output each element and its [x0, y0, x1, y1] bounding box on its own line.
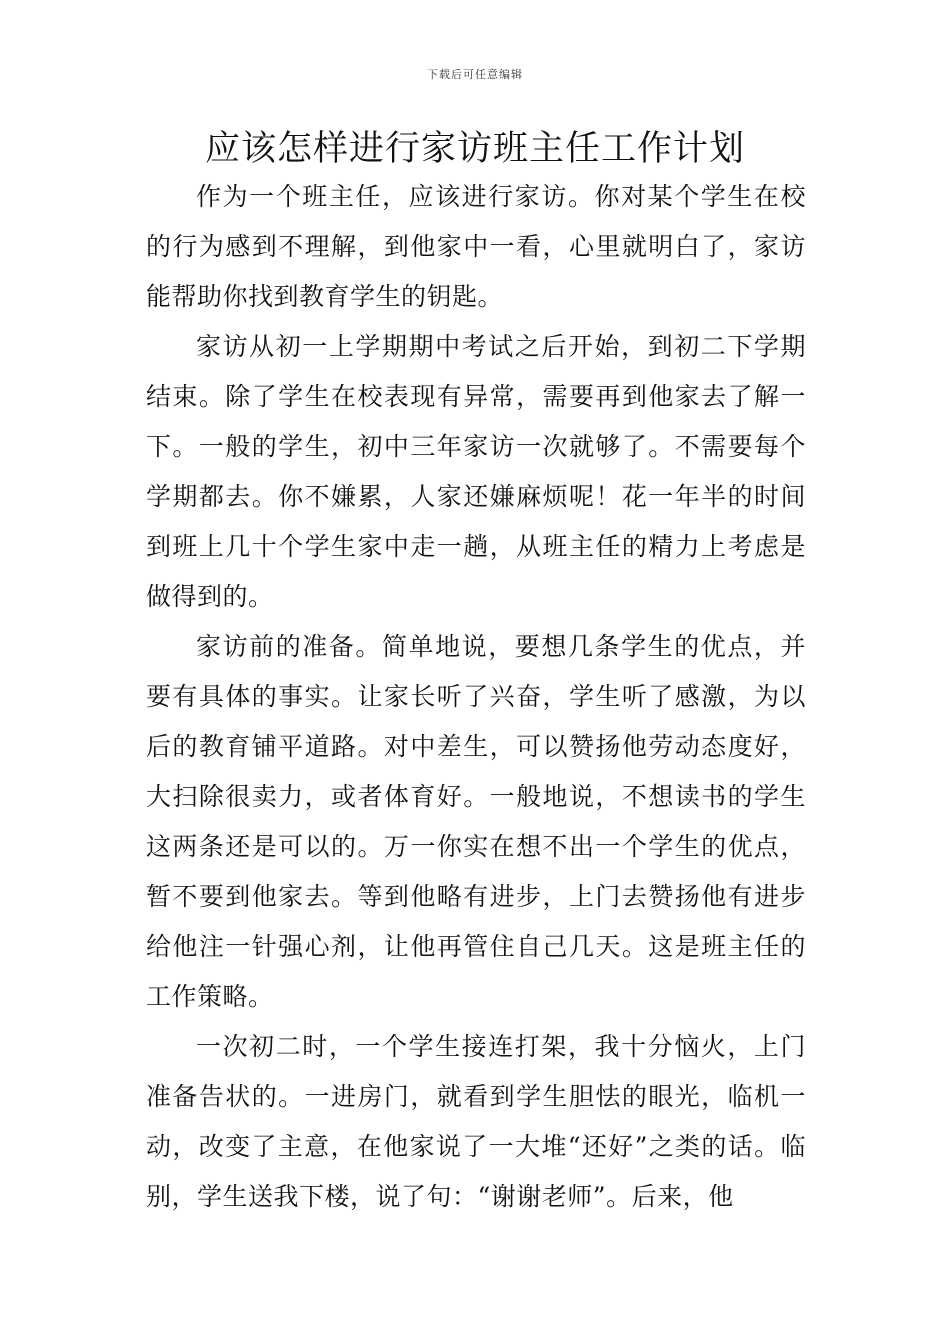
header-note: 下载后可任意编辑 [427, 68, 523, 81]
paragraph-4: 一次初二时，一个学生接连打架，我十分恼火，上门准备告状的。一进房门，就看到学生胆怯的眼光，临机一动，改变了主意，在他家说了一大堆“还好”之类的话。临别，学生送我下楼，说了句：“谢谢老师”。后来，他 [146, 1032, 806, 1211]
paragraph-2: 家访从初一上学期期中考试之后开始，到初二下学期结束。除了学生在校表现有异常，需要再到他家去了解一下。一般的学生，初中三年家访一次就够了。不需要每个学期都去。你不嫌累，人家还嫌麻烦呢！花一年半的时间到班上几十个学生家中走一趟，从班主任的精力上考虑是做得到的。 [146, 332, 806, 611]
paragraph-1: 作为一个班主任，应该进行家访。你对某个学生在校的行为感到不理解，到他家中一看，心里就明白了，家访能帮助你找到教育学生的钥匙。 [146, 182, 806, 311]
document-body [146, 172, 806, 1222]
paragraph-3: 家访前的准备。简单地说，要想几条学生的优点，并要有具体的事实。让家长听了兴奋，学生听了感激，为以后的教育铺平道路。对中差生，可以赞扬他劳动态度好，大扫除很卖力，或者体育好。一般地说，不想读书的学生这两条还是可以的。万一你实在想不出一个学生的优点，暂不要到他家去。等到他略有进步，上门去赞扬他有进步给他注一针强心剂，让他再管住自己几天。这是班主任的工作策略。 [146, 632, 806, 1011]
document-title: 应该怎样进行家访班主任工作计划 [204, 129, 745, 169]
